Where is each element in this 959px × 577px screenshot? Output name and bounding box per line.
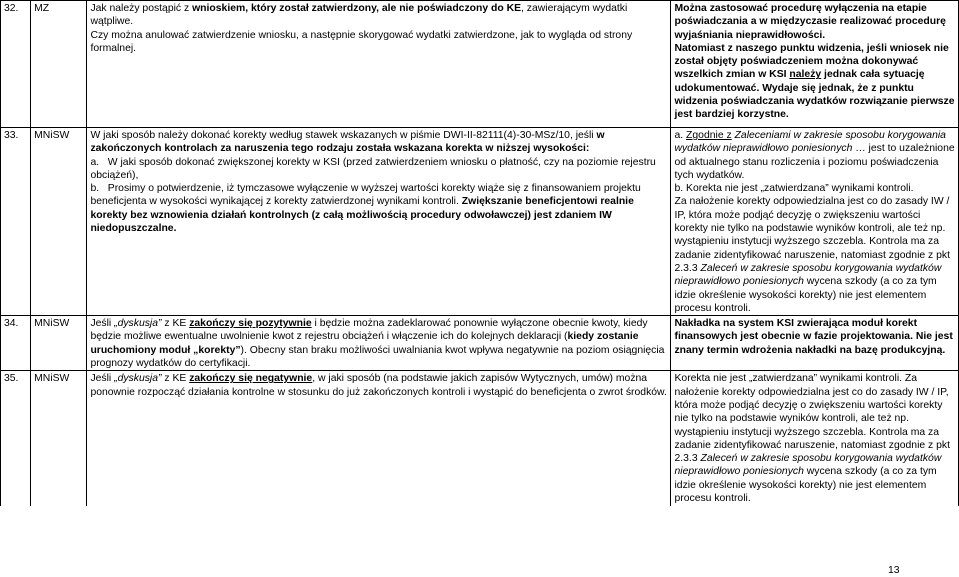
answer-cell: [671, 371, 959, 506]
question-item-b: b. Prosimy o potwierdzenie, iż tymczasowe wyłączenie w wyższej wartości korekty wiąże się z finansowaniem projektu beneficjenta w wysokości wynikającej z korekty zatwierdzonej wynikami kontroli. Zwiększanie beneficjentowi realnie korekty bez wznowienia działań kontrolnych (z całą możliwością procedury odwoławczej) jest zdaniem IW niedopuszczalne.: [90, 183, 641, 235]
question-cell: [87, 316, 671, 371]
table-row: [1, 128, 959, 316]
answer-text: Nakładka na system KSI zwierająca moduł korekt finansowych jest obecnie w fazie projektowania. Nie jest znany termin wdrożenia nakładki na bazę produkcyjną.: [674, 318, 953, 356]
answer-text: b. Korekta nie jest „zatwierdzana” wynikami kontroli.: [674, 183, 914, 195]
answer-text: Za nałożenie korekty odpowiedzialna jest co do zasady IW / IP, która może podjąć decyzję o zwiększeniu wartości korekty nie tylko na podstawie wyników kontroli, ale też np. wystąpieniu instytucji wyższego szczebla. Kontrola ma za zadanie zidentyfikować naruszenie, natomiast zgodnie z pkt 2.3.3 Zaleceń w zakresie sposobu korygowania wydatków nieprawidłowo poniesionych wycena szkody (a co za tym idzie określenie wysokości korekty) nie jest elementem procesu kontroli.: [674, 196, 950, 314]
question-text: Jeśli „dyskusja” z KE zakończy się negatywnie, w jaki sposób (na podstawie jakich zapisów Wytycznych, umów) można ponownie rozpocząć działania kontrolne w stosunku do już zakończonych kontroli i wystąpić do beneficjenta o zwrot środków.: [90, 373, 667, 398]
answer-cell: [671, 1, 959, 128]
row-number: 33.: [1, 128, 31, 316]
answer-cell: [671, 128, 959, 316]
table-row: [1, 371, 959, 506]
table-row: [1, 1, 959, 128]
table-row: [1, 316, 959, 371]
row-institution: MNiSW: [31, 128, 87, 316]
question-text: Jak należy postąpić z wnioskiem, który został zatwierdzony, ale nie poświadczony do KE, zawierającym wydatki wątpliwe.: [90, 3, 628, 28]
question-cell: [87, 128, 671, 316]
answer-text: a. Zgodnie z Zaleceniami w zakresie sposobu korygowania wydatków nieprawidłowo poniesionych … jest to uzależnione od aktualnego stanu rozliczenia i poziomu poświadczenia tych wydatków.: [674, 130, 955, 181]
row-institution: MZ: [31, 1, 87, 128]
question-cell: [87, 371, 671, 506]
question-text: W jaki sposób należy dokonać korekty według stawek wskazanych w piśmie DWI-II-82111(4)-30-MSz/10, jeśli w zakończonych kontrolach za naruszenia tego rodzaju została wskazana korekta w niższej wysokości:: [90, 130, 605, 155]
answer-cell: [671, 316, 959, 371]
answer-text: Natomiast z naszego punktu widzenia, jeśli wniosek nie został objęty poświadczeniem można dokonywać wszelkich zmian w KSI należy jednak cała sytuację udokumentować. Wydaje się jednak, że z punktu widzenia poświadczania wydatków rozwiązanie pierwsze jest bardziej korzystne.: [674, 42, 955, 121]
question-text: Jeśli „dyskusja” z KE zakończy się pozytywnie i będzie można zadeklarować ponownie wyłączone obecnie kwoty, kiedy będzie możliwe ewentualne uwolnienie kwot z rejestru obciążeń i włączenie ich do kolejnych deklaracji (kiedy zostanie uruchomiony moduł „korekty”). Obecny stan braku możliwości uwalniania kwot wpływa negatywnie na poziom osiągnięcia prognozy wydatków do certyfikacji.: [90, 318, 665, 370]
row-institution: MNiSW: [31, 371, 87, 506]
answer-text: Korekta nie jest „zatwierdzana” wynikami kontroli. Za nałożenie korekty odpowiedzialna jest co do zasady IW / IP, która może podjąć decyzję o zwiększeniu wartości korekty nie tylko na podstawie wyników kontroli, ale też np. wystąpieniu instytucji wyższego szczebla. Kontrola ma za zadanie zidentyfikować naruszenie, natomiast zgodnie z pkt 2.3.3 Zaleceń w zakresie sposobu korygowania wydatków nieprawidłowo poniesionych wycena szkody (a co za tym idzie określenie wysokości korekty) nie jest elementem procesu kontroli.: [674, 373, 950, 505]
page-number: 13: [888, 565, 900, 576]
question-cell: [87, 1, 671, 128]
row-institution: MNiSW: [31, 316, 87, 371]
row-number: 35.: [1, 371, 31, 506]
row-number: 34.: [1, 316, 31, 371]
question-item-a: a. W jaki sposób dokonać zwiększonej korekty w KSI (przed zatwierdzeniem wniosku o płatność, czy na poziomie rejestru obciążeń),: [90, 156, 656, 181]
question-text: Czy można anulować zatwierdzenie wniosku, a następnie skorygować wydatki zatwierdzone, jak to wygląda od strony formalnej.: [90, 29, 633, 54]
row-number: 32.: [1, 1, 31, 128]
answer-text: Można zastosować procedurę wyłączenia na etapie poświadczania a w międzyczasie realizować procedurę wyjaśniania nieprawidłowości.: [674, 3, 946, 41]
